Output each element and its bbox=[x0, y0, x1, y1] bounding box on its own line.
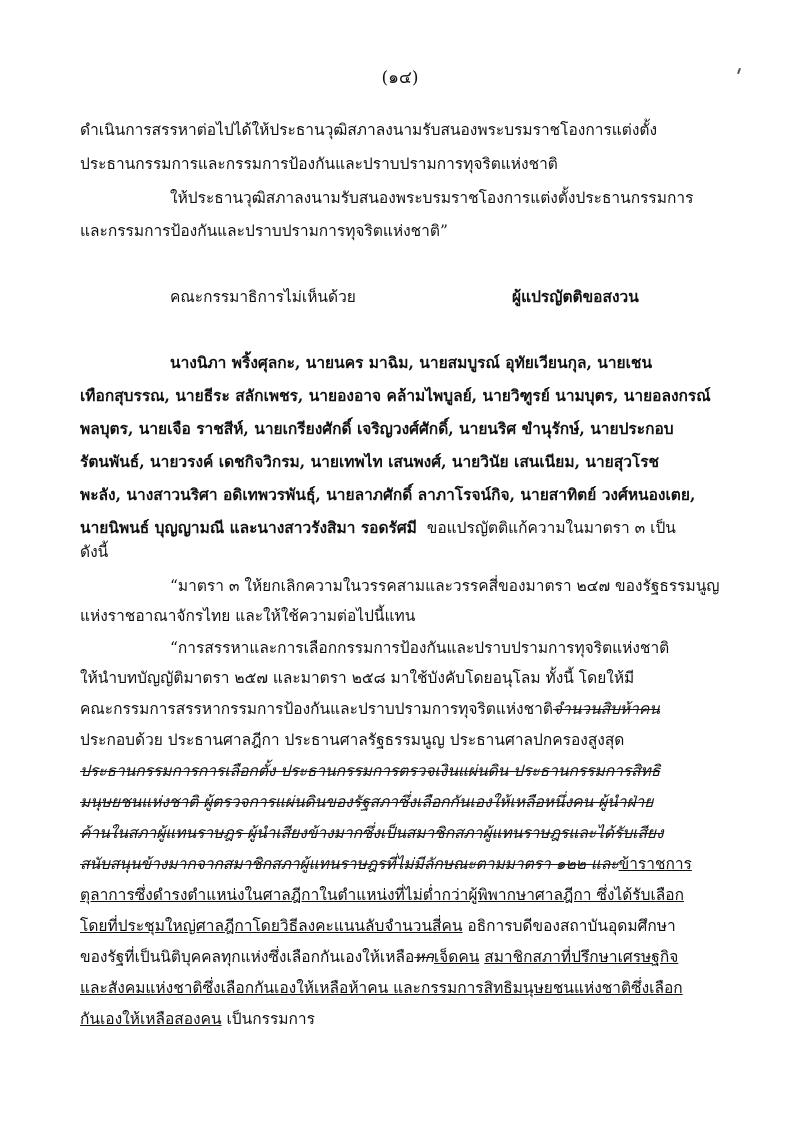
selection-line5-struck: ประธานกรรมการการเลือกตั้ง ประธานกรรมการตรวจเงินแผ่นดิน ประธานกรรมการสิทธิ bbox=[80, 762, 661, 780]
members-line3: พลบุตร, นายเจือ ราชสีห์, นายเกรียงศักดิ์ เจริญวงศ์ศักดิ์, นายนริศ ขำนุรักษ์, นายประกอบ bbox=[80, 419, 674, 438]
members-line7: ดังนี้ bbox=[80, 543, 109, 561]
section3-line2: แห่งราชอาณาจักรไทย และให้ใช้ความต่อไปนี้แทน bbox=[80, 607, 416, 625]
selection-line12-underlined: และสังคมแห่งชาติซึ่งเลือกกันเองให้เหลือห้าคน และกรรมการสิทธิมนุษยชนแห่งชาติซึ่งเลือก bbox=[80, 979, 683, 997]
selection-line13-underlined: กันเองให้เหลือสองคน bbox=[80, 1010, 222, 1028]
selection-line8-underlined: ข้าราชการ bbox=[618, 855, 692, 873]
para2-line1: ให้ประธานวุฒิสภาลงนามรับสนองพระบรมราชโองการแต่งตั้งประธานกรรมการ bbox=[170, 189, 694, 207]
selection-line6-struck: มนุษยชนแห่งชาติ ผู้ตรวจการแผ่นดินของรัฐสภาซึ่งเลือกกันเองให้เหลือหนึ่งคน ผู้นำฝ่าย bbox=[80, 793, 654, 811]
selection-line3-struck: จำนวนสิบห้าคน bbox=[552, 700, 660, 718]
selection-line9-underlined: ตุลาการซึ่งดำรงตำแหน่งในศาลฎีกาในตำแหน่งที่ไม่ต่ำกว่าผู้พิพากษาศาลฎีกา ซึ่งได้รับเลือก bbox=[80, 886, 684, 904]
selection-line1: “การสรรหาและการเลือกกรรมการป้องกันและปราบปรามการทุจริตแห่งชาติ bbox=[170, 639, 670, 657]
members-line6-request: ขอแปรญัตติแก้ความในมาตรา ๓ เป็น bbox=[426, 519, 676, 537]
para1-line2: ประธานกรรมการและกรรมการป้องกันและปราบปรามการทุจริตแห่งชาติ bbox=[80, 155, 558, 173]
committee-disagree: คณะกรรมาธิการไม่เห็นด้วย bbox=[170, 288, 356, 306]
selection-line4: ประกอบด้วย ประธานศาลฎีกา ประธานศาลรัฐธรรมนูญ ประธานศาลปกครองสูงสุด bbox=[80, 731, 625, 749]
members-line4: รัตนพันธ์, นายวรงค์ เดชกิจวิกรม, นายเทพไท เสนพงศ์, นายวินัย เสนเนียม, นายสุวโรช bbox=[80, 452, 660, 471]
members-line2: เทือกสุบรรณ, นายธีระ สลักเพชร, นายองอาจ คล้ามไพบูลย์, นายวิฑูรย์ นามบุตร, นายอลงกรณ์ bbox=[80, 386, 711, 405]
selection-line2: ให้นำบทบัญญัติมาตรา ๒๕๗ และมาตรา ๒๕๘ มาใช้บังคับโดยอนุโลม ทั้งนี้ โดยให้มี bbox=[80, 669, 635, 687]
selection-line7-struck: ค้านในสภาผู้แทนราษฎร ผู้นำเสียงข้างมากซึ่งเป็นสมาชิกสภาผู้แทนราษฎรและได้รับเสียง bbox=[80, 824, 664, 842]
reserver-heading: ผู้แปรญัตติขอสงวน bbox=[512, 287, 639, 306]
para2-line2: และกรรมการป้องกันและปราบปรามการทุจริตแห่งชาติ” bbox=[80, 222, 448, 240]
selection-line3-text: คณะกรรมการสรรหากรรมการป้องกันและปราบปรามการทุจริตแห่งชาติ bbox=[80, 700, 553, 718]
selection-line8-struck: สนับสนุนข้างมากจากสมาชิกสภาผู้แทนราษฎรที่ไม่มีลักษณะตามมาตรา ๑๒๒ และ bbox=[80, 855, 619, 873]
page-number: (๑๔) bbox=[381, 68, 419, 88]
selection-line10-underlined: โดยที่ประชุมใหญ่ศาลฎีกาโดยวิธีลงคะแนนลับจำนวนสี่คน bbox=[80, 917, 463, 935]
selection-line11-underlined: เจ็ดคน bbox=[433, 948, 480, 966]
section3-line1: “มาตรา ๓ ให้ยกเลิกความในวรรคสามและวรรคสี่ของมาตรา ๒๔๗ ของรัฐธรรมนูญ bbox=[170, 577, 720, 595]
selection-line11-struck: หก bbox=[414, 948, 434, 966]
para1-line1: ดำเนินการสรรหาต่อไปได้ให้ประธานวุฒิสภาลงนามรับสนองพระบรมราชโองการแต่งตั้ง bbox=[80, 121, 658, 139]
members-line1: นางนิภา พริ้งศุลกะ, นายนคร มาฉิม, นายสมบูรณ์ อุทัยเวียนกุล, นายเชน bbox=[170, 353, 653, 372]
members-line6-names: นายนิพนธ์ บุญญามณี และนางสาวรังสิมา รอดรัศมี bbox=[80, 518, 417, 537]
selection-line11-text: ของรัฐที่เป็นนิติบุคคลทุกแห่งซึ่งเลือกกันเองให้เหลือ bbox=[80, 948, 415, 966]
selection-line13-text: เป็นกรรมการ bbox=[221, 1010, 315, 1028]
members-line5: พะลัง, นางสาวนริศา อดิเทพวรพันธุ์, นายลาภศักดิ์ ลาภาโรจน์กิจ, นายสาทิตย์ วงศ์หนองเตย, bbox=[80, 485, 696, 504]
selection-line10-text: อธิการบดีของสถาบันอุดมศึกษา bbox=[462, 917, 676, 935]
selection-line11-underlined-2: สมาชิกสภาที่ปรึกษาเศรษฐกิจ bbox=[484, 948, 679, 966]
